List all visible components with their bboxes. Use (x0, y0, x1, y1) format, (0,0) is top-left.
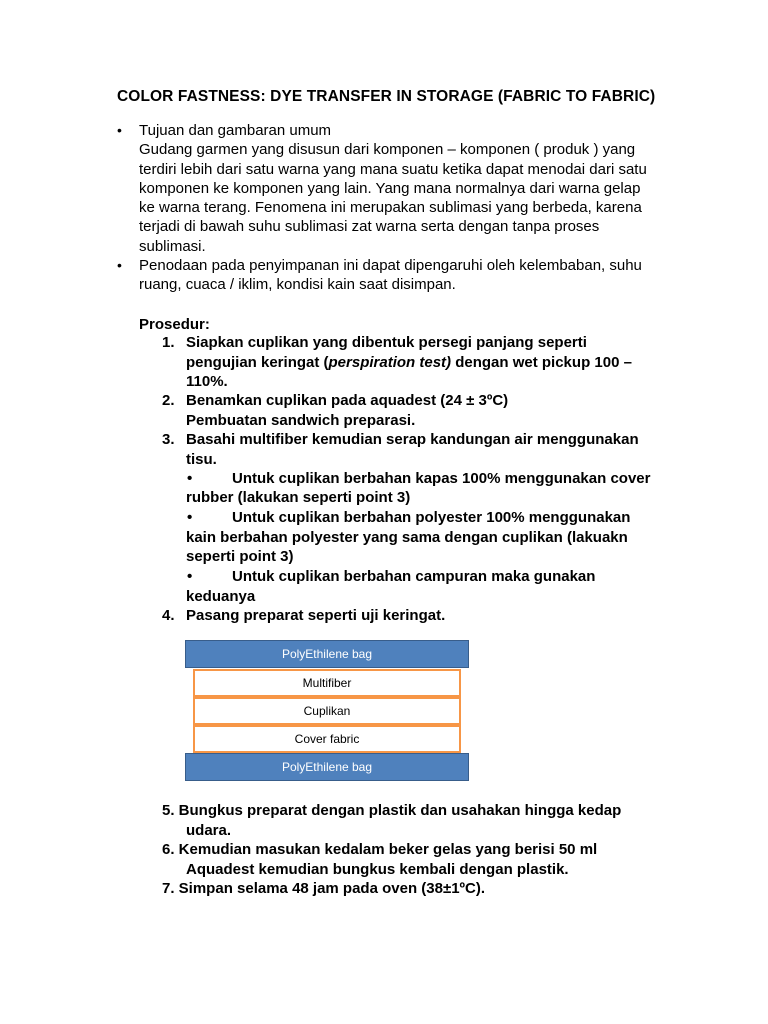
intro-line: Penodaan pada penyimpanan ini dapat dipengaruhi oleh kelembaban, suhu (139, 257, 642, 274)
step-number: 1. (162, 334, 175, 351)
step-line: Basahi multifiber kemudian serap kandungan air menggunakan (186, 431, 639, 448)
step-number: 3. (162, 431, 175, 448)
intro-line: Gudang garmen yang disusun dari komponen – komponen ( produk ) yang (139, 141, 636, 159)
polyethylene-bag-bottom: PolyEthilene bag (185, 753, 469, 781)
sub-bullet-text: Untuk cuplikan berbahan polyester 100% menggunakan (232, 509, 631, 526)
step-6-line-1: 6. Kemudian masukan kedalam beker gelas yang berisi 50 ml (162, 841, 598, 858)
intro-line: terjadi di bawah suhu sublimasi zat warna serta dengan tanpa proses (139, 218, 600, 236)
sub-bullet-text: kain berbahan polyester yang sama dengan cuplikan (lakuakn (186, 529, 628, 546)
step-5-line-1: 5. Bungkus preparat dengan plastik dan usahakan hingga kedap (162, 802, 622, 819)
intro-line: sublimasi. (139, 237, 206, 255)
step-line: Benamkan cuplikan pada aquadest (24 ± 3ºC) (186, 392, 509, 409)
step-line: tisu. (186, 450, 217, 468)
bullet-marker: • (117, 122, 122, 138)
bullet-marker: • (117, 257, 122, 273)
sub-bullet-text: Untuk cuplikan berbahan kapas 100% menggunakan cover (232, 470, 651, 487)
intro-line: ke warna terang. Fenomena ini merupakan sublimasi yang berbeda, karena (139, 199, 642, 217)
sub-bullet-text: seperti point 3) (186, 548, 294, 565)
layer-cover-fabric: Cover fabric (193, 725, 461, 753)
intro-line: ruang, cuaca / iklim, kondisi kain saat disimpan. (139, 276, 456, 294)
step-6-line-2: Aquadest kemudian bungkus kembali dengan plastik. (186, 861, 569, 878)
document-title: COLOR FASTNESS: DYE TRANSFER IN STORAGE (FABRIC TO FABRIC) (117, 88, 656, 105)
step-4: Pasang preparat seperti uji keringat. (186, 607, 446, 624)
sub-bullet-text: rubber (lakukan seperti point 3) (186, 489, 411, 506)
step-line: Pembuatan sandwich preparasi. (186, 411, 416, 429)
sub-bullet-text: Untuk cuplikan berbahan campuran maka gunakan (232, 568, 596, 585)
polyethylene-bag-top: PolyEthilene bag (185, 640, 469, 668)
intro-line: komponen ke komponen yang lain. Yang mana normalnya dari warna gelap (139, 179, 641, 197)
sub-bullet-marker: • (187, 509, 193, 526)
sub-bullet-text: keduanya (186, 588, 256, 605)
step-2 (186, 391, 666, 430)
intro-line: terdiri lebih dari satu warna yang mana suatu ketika dapat menodai dari satu (139, 160, 647, 178)
layer-multifiber: Multifiber (193, 669, 461, 697)
step-line: 110%. (186, 373, 228, 391)
step-1 (186, 333, 666, 392)
step-number: 2. (162, 392, 175, 409)
layer-cuplikan: Cuplikan (193, 697, 461, 725)
procedure-heading: Prosedur: (139, 316, 210, 333)
sub-bullet-marker: • (187, 568, 193, 585)
step-7: 7. Simpan selama 48 jam pada oven (38±1ºC). (162, 880, 486, 897)
intro-item-1 (139, 121, 669, 256)
step-line: pengujian keringat (perspiration test) dengan wet pickup 100 – (186, 353, 632, 371)
sub-bullet-marker: • (187, 470, 193, 487)
step-number: 4. (162, 607, 175, 624)
intro-item-2 (139, 256, 669, 295)
step-line: Siapkan cuplikan yang dibentuk persegi panjang seperti (186, 334, 587, 351)
intro-item-1-heading: Tujuan dan gambaran umum (139, 122, 332, 139)
step-3 (186, 430, 666, 469)
step-5-line-2: udara. (186, 822, 232, 839)
